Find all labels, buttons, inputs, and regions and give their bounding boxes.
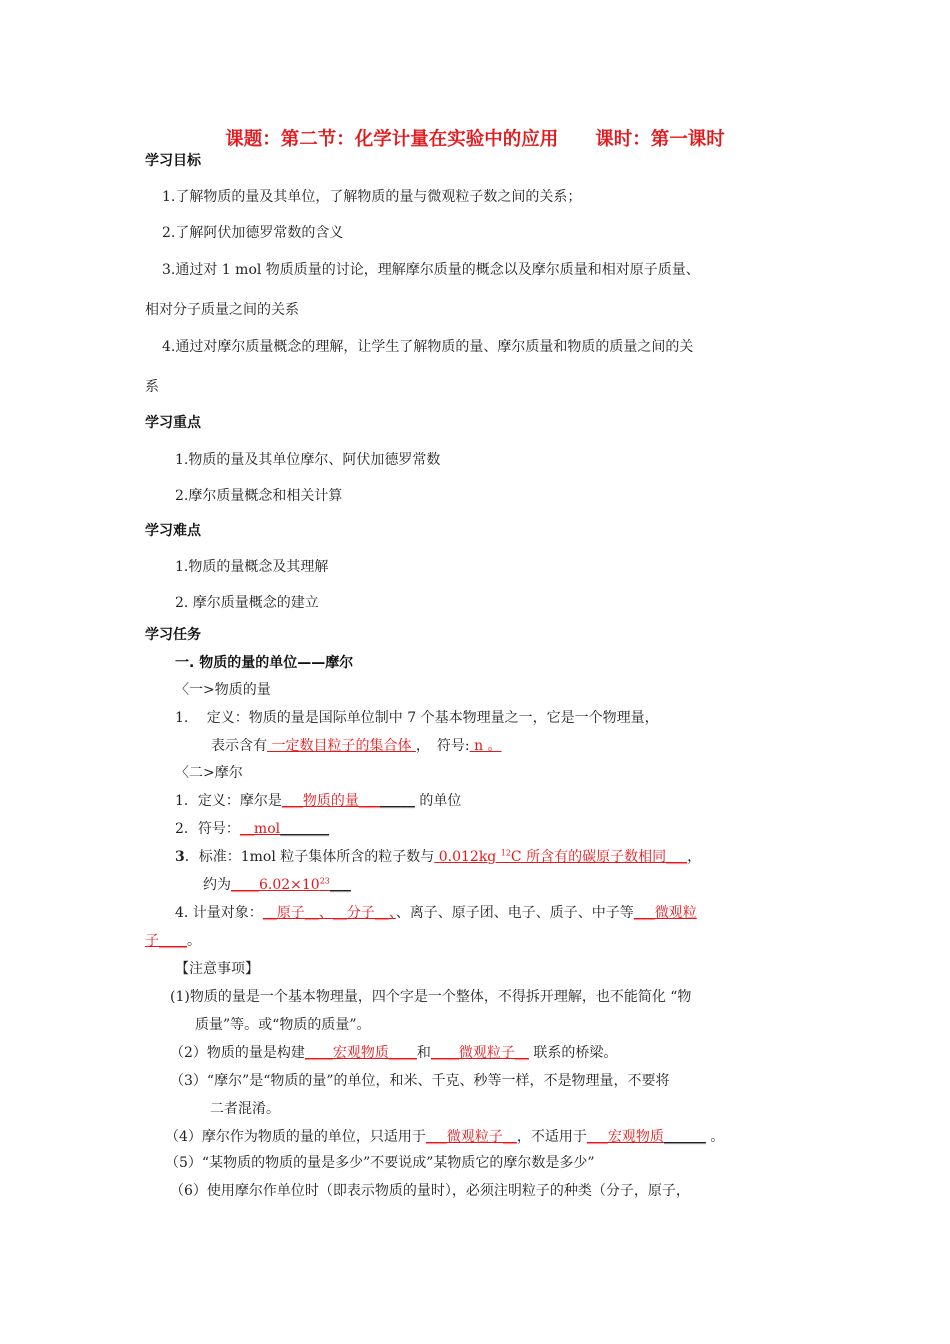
definition-line: 1. 定义：物质的量是国际单位制中 7 个基本物理量之一，它是一个物理量， [175, 710, 659, 726]
answer-blank [434, 849, 687, 865]
note-item [165, 1128, 724, 1146]
underline-blank: _____ [379, 793, 415, 809]
definition-line-2 [211, 737, 502, 755]
label-text: 。 [187, 933, 201, 949]
label-text: （2）物质的量是构建 [170, 1045, 305, 1061]
difficult-points-heading: 学习难点 [145, 523, 201, 539]
note-item: (1)物质的量是一个基本物理量，四个字是一个整体，不得拆开理解，也不能简化 “物 [170, 989, 692, 1005]
superscript: 23 [319, 876, 330, 886]
objective-item: 3.通过对 1 mol 物质质量的讨论，理解摩尔质量的概念以及摩尔质量和相对原子质量、 [162, 262, 700, 278]
note-item: （3）“摩尔”是“物质的量”的单位，和米、千克、秒等一样，不是物理量，不要将 [170, 1073, 670, 1089]
answer-part: 0.012kg [434, 849, 501, 865]
period-text: 。 [487, 738, 502, 754]
label-text: （4）摩尔作为物质的量的单位，只适用于 [165, 1129, 426, 1145]
objective-item: 1.了解物质的量及其单位，了解物质的量与微观粒子数之间的关系； [162, 189, 582, 205]
answer-blank: ___物质的量___ [281, 793, 380, 809]
objective-item-continued: 系 [145, 379, 159, 395]
answer-blank: ___微观粒 [633, 905, 697, 921]
note-item-continued: 二者混淆。 [210, 1101, 280, 1117]
difficult-point-item: 1.物质的量概念及其理解 [175, 559, 329, 575]
mole-standard-approx [203, 876, 351, 894]
label-text: 的单位 [414, 793, 462, 809]
mole-objects-continued [145, 932, 201, 950]
answer-blank [231, 877, 330, 893]
answer-blank: ___宏观物质 [586, 1129, 664, 1145]
answer-part: C 所含有的碳原子数相同___ [510, 849, 688, 865]
underline-blank: _______ [280, 821, 330, 837]
label-text: ， 符号: [415, 738, 470, 754]
answer-blank: __分子__ [332, 905, 389, 921]
objective-item: 2.了解阿伏加德罗常数的含义 [162, 225, 344, 241]
label-text: ．标准：1mol 粒子集体所含的粒子数与 [184, 849, 435, 865]
note-item: （5）“某物质的物质的量是多少”不要说成”某物质它的摩尔数是多少” [165, 1155, 595, 1171]
label-text: 4. 计量对象： [175, 905, 263, 921]
answer-blank: ____微观粒子__ [430, 1045, 529, 1061]
answer-blank: ___微观粒子__ [425, 1129, 517, 1145]
answer-part: ____6.02×10 [231, 877, 320, 893]
objectives-heading: 学习目标 [145, 153, 201, 169]
notes-heading: 【注意事项】 [175, 961, 259, 977]
label-text: ， [687, 849, 702, 865]
difficult-point-item: 2. 摩尔质量概念的建立 [175, 595, 319, 611]
item-number: 3 [175, 849, 185, 865]
note-item [170, 1044, 617, 1062]
label-text: 约为 [203, 877, 231, 893]
answer-blank: 一定数目粒子的集合体 [267, 738, 416, 754]
note-item-continued: 质量”等。或“物质的质量”。 [195, 1017, 371, 1033]
part1-label: 〈一>物质的量 [175, 682, 271, 698]
answer-blank: n [469, 738, 488, 754]
task1-title: 一. 物质的量的单位——摩尔 [175, 655, 354, 671]
mole-objects [175, 904, 697, 922]
mole-standard [175, 848, 701, 866]
objective-item-continued: 相对分子质量之间的关系 [145, 302, 299, 318]
separator: 、 [388, 905, 396, 921]
superscript: 12 [500, 848, 511, 858]
lesson-title: 课题：第二节：化学计量在实验中的应用 课时：第一课时 [225, 129, 725, 150]
key-points-heading: 学习重点 [145, 415, 201, 431]
separator: 、 [318, 905, 333, 921]
label-text: 1．定义：摩尔是 [175, 793, 282, 809]
answer-blank: 子____ [145, 933, 187, 949]
label-text: 。 [705, 1129, 725, 1145]
answer-blank: __原子__ [262, 905, 319, 921]
underline-blank: ___ [329, 877, 351, 893]
answer-blank: __mol [239, 821, 281, 837]
mole-definition [175, 792, 461, 810]
label-text: ，不适用于 [516, 1129, 587, 1145]
label-text: 联系的桥梁。 [528, 1045, 618, 1061]
label-text: 、离子、原子团、电子、质子、中子等 [395, 905, 634, 921]
label-text: 和 [416, 1045, 431, 1061]
part2-label: 〈二>摩尔 [175, 765, 243, 781]
label-text: 表示含有 [211, 738, 267, 754]
objective-item: 4.通过对摩尔质量概念的理解，让学生了解物质的量、摩尔质量和物质的质量之间的关 [162, 339, 694, 355]
tasks-heading: 学习任务 [145, 627, 201, 643]
key-point-item: 2.摩尔质量概念和相关计算 [175, 488, 343, 504]
key-point-item: 1.物质的量及其单位摩尔、阿伏加德罗常数 [175, 452, 441, 468]
underline-blank: ______ [663, 1129, 706, 1145]
mole-symbol [175, 820, 329, 838]
answer-blank: ____宏观物质____ [304, 1045, 417, 1061]
note-item: （6）使用摩尔作单位时（即表示物质的量时），必须注明粒子的种类（分子，原子， [170, 1183, 690, 1199]
label-text: 2．符号： [175, 821, 240, 837]
